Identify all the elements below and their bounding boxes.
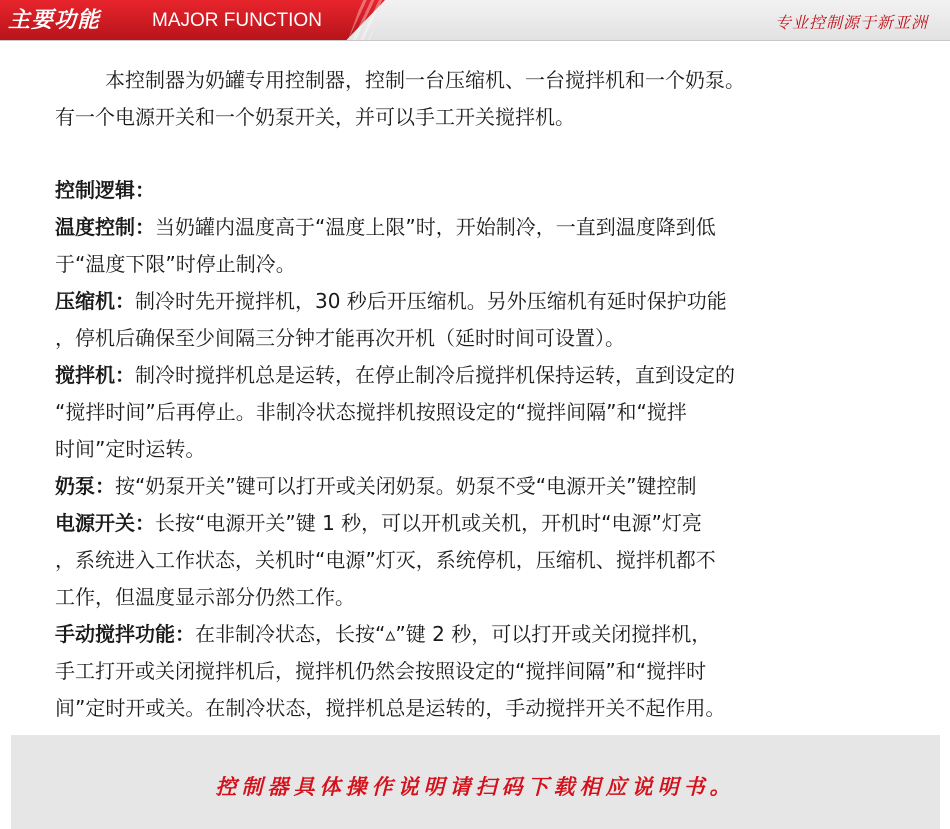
logic-item-manual-mix: [55, 616, 895, 727]
item-text: 时间”定时运转。: [55, 437, 206, 461]
item-text: 工作，但温度显示部分仍然工作。: [55, 585, 355, 609]
item-label: 电源开关：: [55, 511, 155, 535]
item-label: 奶泵：: [55, 474, 115, 498]
logic-item-power-switch: [55, 505, 895, 616]
item-label: 温度控制：: [55, 215, 155, 239]
logic-item-temperature: [55, 209, 895, 283]
item-text: “搅拌时间”后再停止。非制冷状态搅拌机按照设定的“搅拌间隔”和“搅拌: [55, 400, 687, 424]
item-text: 于“温度下限”时停止制冷。: [55, 252, 296, 276]
item-text: 当奶罐内温度高于“温度上限”时，开始制冷，一直到温度降到低: [155, 215, 716, 239]
item-text: 在非制冷状态，长按“▵”键 2 秒，可以打开或关闭搅拌机，: [195, 622, 712, 646]
logic-item-milk-pump: [55, 468, 895, 505]
item-label: 压缩机：: [55, 289, 135, 313]
item-text: 制冷时搅拌机总是运转，在停止制冷后搅拌机保持运转，直到设定的: [135, 363, 735, 387]
item-text: 手工打开或关闭搅拌机后，搅拌机仍然会按照设定的“搅拌间隔”和“搅拌时: [55, 659, 707, 683]
intro-line-2: 有一个电源开关和一个奶泵开关，并可以手工开关搅拌机。: [55, 105, 575, 129]
header-title-en: MAJOR FUNCTION: [152, 10, 322, 31]
item-text: 间”定时开或关。在制冷状态，搅拌机总是运转的，手动搅拌开关不起作用。: [55, 696, 726, 720]
footer-note: 控制器具体操作说明请扫码下载相应说明书。: [215, 774, 736, 799]
header-slogan: 专业控制源于新亚洲: [774, 13, 928, 32]
spacer: [55, 136, 895, 172]
header-bar: [0, 0, 950, 42]
logic-item-mixer: [55, 357, 895, 468]
item-text: 制冷时先开搅拌机，30 秒后开压缩机。另外压缩机有延时保护功能: [135, 289, 727, 313]
item-label: 搅拌机：: [55, 363, 135, 387]
content-body: [55, 62, 895, 727]
intro-line-1: 本控制器为奶罐专用控制器，控制一台压缩机、一台搅拌机和一个奶泵。: [105, 68, 745, 92]
item-text: ，系统进入工作状态，关机时“电源”灯灭，系统停机，压缩机、搅拌机都不: [55, 548, 716, 572]
footer-banner: [11, 735, 940, 829]
logic-title: 控制逻辑：: [55, 178, 155, 202]
item-label: 手动搅拌功能：: [55, 622, 195, 646]
header-title-cn: 主要功能: [8, 7, 101, 33]
item-text: 长按“电源开关”键 1 秒，可以开机或关机，开机时“电源”灯亮: [155, 511, 702, 535]
logic-item-compressor: [55, 283, 895, 357]
item-text: 按“奶泵开关”键可以打开或关闭奶泵。奶泵不受“电源开关”键控制: [115, 474, 697, 498]
item-text: ，停机后确保至少间隔三分钟才能再次开机（延时时间可设置）。: [55, 326, 625, 350]
